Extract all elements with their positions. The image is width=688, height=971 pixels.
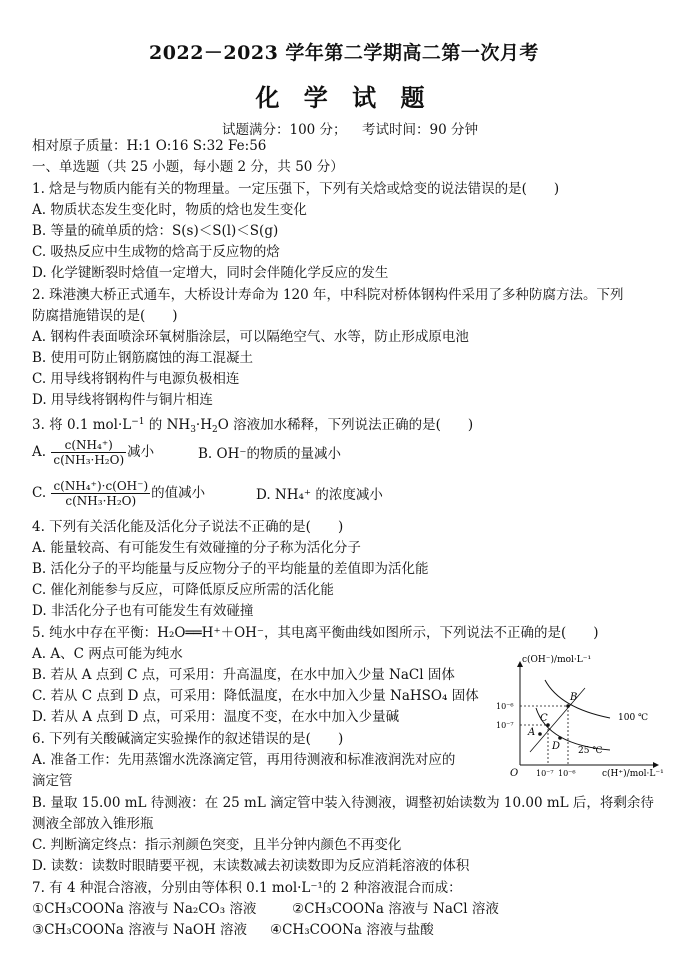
curve-100c-label: 100 ℃	[618, 713, 649, 723]
q3-stem: 3. 将 0.1 $mol\cdot L^{-1}$ 的 $NH_3\cdot H_2O$ 溶液加水稀释，下列说法正确的是( )	[32, 417, 474, 435]
origin-label: O	[510, 768, 519, 779]
x-tick-low: 10⁻⁷	[536, 769, 554, 778]
q3-option-b: B. OH⁻的物质的量减小	[198, 446, 341, 462]
q1-option-a: A. 物质状态发生变化时，物质的焓也发生变化	[32, 202, 307, 218]
q6-stem: 6. 下列有关酸碱滴定实验操作的叙述错误的是( )	[32, 731, 344, 747]
q4-option-c: C. 催化剂能参与反应，可降低原反应所需的活化能	[32, 582, 334, 598]
q5-option-b: B. 若从 A 点到 C 点，可采用：升高温度，在水中加入少量 NaCl 固体	[32, 667, 455, 683]
q6-option-b-line2: 测液全部放入锥形瓶	[32, 816, 154, 832]
x-axis-label: c(H⁺)/mol·L⁻¹	[602, 769, 664, 779]
q6-option-b-line1: B. 量取 15.00 mL 待测液：在 25 mL 滴定管中装入待测液，调整初始读数为 10.00 mL 后，将剩余待	[32, 795, 654, 811]
q3-option-d: D. NH₄⁺ 的浓度减小	[256, 487, 383, 503]
point-a-label: A	[528, 727, 536, 738]
q3-c-fraction: $\frac{\text{c(NH₄⁺)·c(OH⁻)}}{\text{c(NH₃·H₂O)}}$	[53, 479, 149, 508]
q5-stem: 5. 纯水中存在平衡：H₂O══H⁺＋OH⁻，其电离平衡曲线如图所示，下列说法不正确的是( )	[32, 625, 599, 641]
q6-option-a-line2: 滴定管	[32, 773, 73, 789]
q3-option-a: A. $\frac{\text{c(NH₄⁺)}}{\text{c(NH₃·H₂O)}}$ 减小	[32, 438, 155, 467]
point-a-dot	[538, 732, 542, 736]
water-ionization-figure	[490, 650, 665, 780]
q3-a-fraction: $\frac{\text{c(NH₄⁺)}}{\text{c(NH₃·H₂O)}}$	[53, 438, 125, 467]
q6-option-d: D. 读数：读数时眼睛要平视，末读数减去初读数即为反应消耗溶液的体积	[32, 858, 470, 874]
exam-subject: 化 学 试 题	[255, 83, 433, 112]
q1-option-b: B. 等量的硫单质的焓：S(s)＜S(l)＜S(g)	[32, 223, 279, 239]
q6-option-a-line1: A. 准备工作：先用蒸馏水洗涤滴定管，再用待测液和标准液润洗对应的	[32, 752, 456, 768]
q3-option-c: C. $\frac{\text{c(NH₄⁺)·c(OH⁻)}}{\text{c(NH₃·H₂O)}}$ 的值减小	[32, 479, 206, 508]
q2-option-a: A. 钢构件表面喷涂环氧树脂涂层，可以隔绝空气、水等，防止形成原电池	[32, 329, 469, 345]
exam-time: 考试时间：90 分钟	[362, 122, 478, 138]
y-axis-label: c(OH⁻)/mol·L⁻¹	[522, 655, 592, 665]
point-d-label: D	[552, 741, 561, 752]
q2-option-d: D. 用导线将钢构件与铜片相连	[32, 392, 213, 408]
q1-option-d: D. 化学键断裂时焓值一定增大，同时会伴随化学反应的发生	[32, 265, 389, 281]
q7-stem: 7. 有 4 种混合溶液，分别由等体积 0.1 mol·L⁻¹的 2 种溶液混合而成：	[32, 880, 462, 896]
q4-option-a: A. 能量较高、有可能发生有效碰撞的分子称为活化分子	[32, 540, 361, 556]
point-c-label: C	[540, 713, 548, 724]
q4-option-b: B. 活化分子的平均能量与反应物分子的平均能量的差值即为活化能	[32, 561, 429, 577]
q2-stem-line1: 2. 珠港澳大桥正式通车，大桥设计寿命为 120 年，中科院对桥体钢构件采用了多种防腐方法。下列	[32, 287, 624, 303]
q1-stem: 1. 焓是与物质内能有关的物理量。一定压强下，下列有关焓或焓变的说法错误的是( )	[32, 181, 560, 197]
x-tick-high: 10⁻⁶	[558, 769, 576, 778]
exam-title: 2022－2023 学年第二学期高二第一次月考	[149, 42, 539, 64]
y-tick-low: 10⁻⁷	[496, 721, 514, 730]
q5-option-c: C. 若从 C 点到 D 点，可采用：降低温度，在水中加入少量 NaHSO₄ 固体	[32, 688, 479, 704]
atomic-mass-line: 相对原子质量：H:1 O:16 S:32 Fe:56	[32, 138, 267, 154]
q5-option-d: D. 若从 A 点到 D 点，可采用：温度不变，在水中加入少量碱	[32, 709, 400, 725]
point-d-dot	[558, 736, 562, 740]
q7-mixture-3: ③CH₃COONa 溶液与 NaOH 溶液	[32, 922, 248, 938]
q6-option-c: C. 判断滴定终点：指示剂颜色突变，且半分钟内颜色不再变化	[32, 837, 402, 853]
point-b-dot	[566, 704, 570, 708]
point-b-label: B	[570, 692, 578, 703]
section-heading: 一、单选题（共 25 小题，每小题 2 分，共 50 分）	[32, 159, 344, 175]
q1-option-c: C. 吸热反应中生成物的焓高于反应物的焓	[32, 244, 280, 260]
curve-100c	[545, 680, 610, 718]
q2-option-c: C. 用导线将钢构件与电源负极相连	[32, 371, 240, 387]
curve-25c-label: 25 ℃	[578, 746, 603, 756]
q7-mixture-4: ④CH₃COONa 溶液与盐酸	[270, 922, 434, 938]
q2-stem-line2: 防腐措施错误的是( )	[32, 308, 178, 324]
q5-option-a: A. A、C 两点可能为纯水	[32, 646, 183, 662]
full-score: 试题满分：100 分；	[222, 122, 347, 138]
q4-option-d: D. 非活化分子也有可能发生有效碰撞	[32, 603, 254, 619]
q7-mixture-1: ①CH₃COONa 溶液与 Na₂CO₃ 溶液	[32, 901, 257, 917]
y-tick-high: 10⁻⁶	[496, 702, 514, 711]
q7-mixture-2: ②CH₃COONa 溶液与 NaCl 溶液	[292, 901, 499, 917]
q4-stem: 4. 下列有关活化能及活化分子说法不正确的是( )	[32, 519, 344, 535]
q2-option-b: B. 使用可防止钢筋腐蚀的海工混凝土	[32, 350, 254, 366]
